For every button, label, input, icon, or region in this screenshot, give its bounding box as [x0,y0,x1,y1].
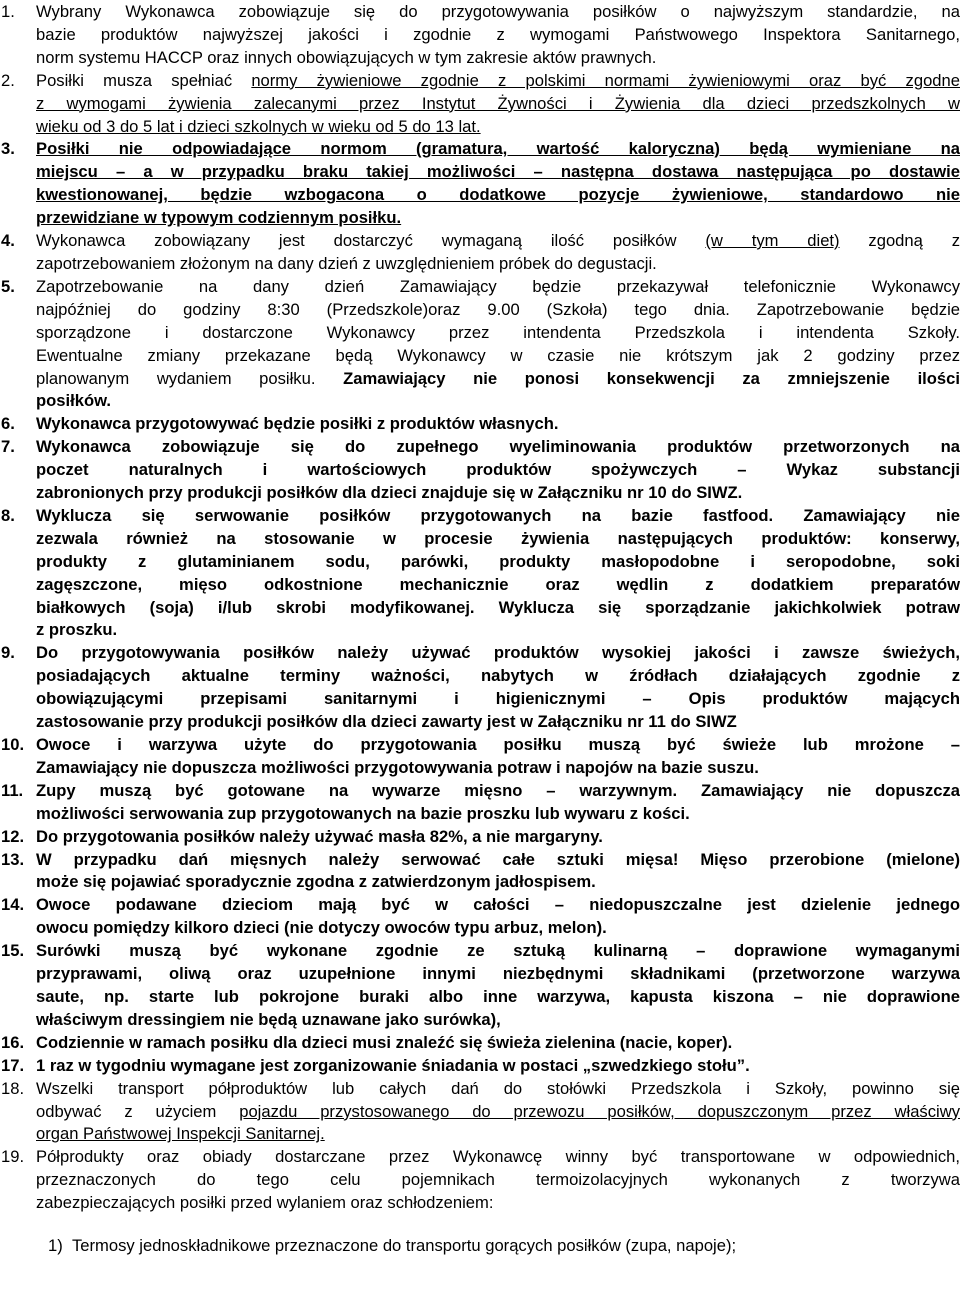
list-item [0,849,960,895]
list-item-line: zastosowanie przy produkcji posiłków dla dzieci zawarty jest w Załączniku nr 11 do SIWZ [36,712,737,732]
list-item-line: zabezpieczających posiłki przed wylaniem oraz schłodzeniem: [36,1193,494,1213]
list-item-line: Posiłki nie odpowiadające normom (gramatura, wartość kaloryczna) będą wymieniane na [36,139,960,159]
list-item [0,734,960,780]
list-item [0,1078,960,1147]
requirements-list [0,1,960,1215]
list-item-number: 5. [1,276,15,296]
list-item-line: bazie produktów najwyższej jakości i zgodnie z wymogami Państwowego Inspektora Sanitarnego, [36,24,960,44]
list-item [0,70,960,139]
list-item-number: 1. [1,2,15,21]
list-item-number: 16. [1,1032,25,1052]
list-item [0,642,960,734]
list-item-number: 3. [1,139,15,159]
list-item-number: 2. [1,70,15,90]
list-item [0,276,960,413]
list-item-line: Wyklucza się serwowanie posiłków przygotowanych na bazie fastfood. Zamawiający nie [36,505,960,525]
list-item-number: 11. [1,780,24,800]
list-item [0,436,960,505]
list-item-line: Wykonawca przygotowywać będzie posiłki z produktów własnych. [36,414,559,434]
list-item-line: Wybrany Wykonawca zobowiązuje się do przygotowywania posiłków o najwyższym standardzie, na [36,2,960,21]
list-item [0,1055,960,1078]
list-item-line: organ Państwowej Inspekcji Sanitarnej. [36,1124,325,1144]
list-item-number: 15. [1,941,25,961]
list-item-line: Do przygotowania posiłków należy używać masła 82%, a nie margaryny. [36,826,603,846]
emphasis-span: normy żywieniowe zgodnie z polskimi normami żywieniowymi oraz być zgodne [251,70,960,90]
list-item-line: planowanym wydaniem posiłku. Zamawiający nie ponosi konsekwencji za zmniejszenie ilości [36,368,960,388]
list-item [0,894,960,940]
list-item-line: obowiązującymi przepisami sanitarnymi i higienicznymi – Opis produktów mających [36,689,960,709]
list-item-line: białkowych (soja) i/lub skrobi modyfikowanej. Wyklucza się sporządzanie jakichkolwiek potraw [36,597,960,617]
list-item-line: możliwości serwowania zup przygotowanych na bazie proszku lub wywaru z kości. [36,803,690,823]
list-item-line: Zapotrzebowanie na dany dzień Zamawiający będzie przekazywał telefonicznie Wykonawcy [36,276,960,296]
list-item-line: saute, np. starte lub pokrojone buraki albo inne warzywa, kapusta kiszona – nie doprawione [36,986,960,1006]
list-item-line: 1 raz w tygodniu wymagane jest zorganizowanie śniadania w postaci „szwedzkiego stołu”. [36,1055,750,1075]
list-item-line: przeznaczonych do tego celu pojemnikach termoizolacyjnych wykonanych z tworzywa [36,1170,960,1190]
list-item-line: Półprodukty oraz obiady dostarczane przez Wykonawcę winny być transportowane w odpowiednich, [36,1147,960,1167]
list-item-line: najpóźniej do godziny 8:30 (Przedszkole)oraz 9.00 (Szkoła) tego dnia. Zapotrzebowanie będzie [36,299,960,319]
list-item-line: kwestionowanej, będzie wzbogacona o dodatkowe pozycje żywieniowe, standardowo nie [36,185,960,205]
list-item [0,505,960,642]
list-item-line: zabronionych przy produkcji posiłków dla dzieci znajduje się w Załączniku nr 10 do SIWZ. [36,483,743,503]
list-item-line: miejscu – a w przypadku braku takiej możliwości – następna dostawa następująca po dostawie [36,162,960,182]
list-item-line: norm systemu HACCP oraz innych obowiązujących w tym zakresie aktów prawnych. [36,47,657,67]
list-item-number: 6. [1,414,15,434]
list-item-line: Do przygotowywania posiłków należy używać produktów wysokiej jakości i zawsze świeżych, [36,643,960,663]
list-item-number: 4. [1,231,15,251]
list-item-number: 19. [1,1147,25,1167]
emphasis-span: (w tym diet) [705,231,840,251]
list-item [0,780,960,826]
list-item-line: posiłków. [36,391,111,411]
list-item [0,1032,960,1055]
list-item-line: może się pojawiać sporadycznie zgodna z zatwierdzonym jadłospisem. [36,872,596,892]
list-item-number: 13. [1,849,25,869]
list-item-line: sporządzone i dostarczone Wykonawcy przez intendenta Przedszkola i intendenta Szkoły. [36,322,960,342]
list-item-number: 12. [1,826,25,846]
list-item-line: W przypadku dań mięsnych należy serwować całe sztuki mięsa! Mięso przerobione (mielone) [36,849,960,869]
list-item-line: Surówki muszą być wykonane zgodnie ze sztuką kulinarną – doprawione wymaganymi [36,941,960,961]
emphasis-span: pojazdu przystosowanego do przewozu posiłków, dopuszczonym przez właściwy [239,1101,960,1121]
list-item-line: Wszelki transport półproduktów lub całych dań do stołówki Przedszkola i Szkoły, powinno się [36,1078,960,1098]
list-item-number: 10. [1,735,25,754]
list-item-number: 8. [1,505,15,525]
list-item-line: przewidziane w typowym codziennym posiłku. [36,208,402,228]
list-item-line: poczet naturalnych i wartościowych produktów spożywczych – Wykaz substancji [36,460,960,480]
list-item-line: zagęszczone, mięso odkostnione mechanicznie oraz wędlin z dodatkiem preparatów [36,574,960,594]
list-item-line: Zamawiający nie dopuszcza możliwości przygotowywania potraw i napojów na bazie suszu. [36,757,759,777]
list-item-line: Wykonawca zobowiązany jest dostarczyć wymaganą ilość posiłków (w tym diet) zgodną z [36,231,960,251]
list-item-line: produkty z glutaminianem sodu, parówki, produkty masłopodobne i seropodobne, soki [36,551,960,571]
list-item-line: Zupy muszą być gotowane na wywarze mięsno – warzywnym. Zamawiający nie dopuszcza [36,780,960,800]
list-item [0,1,960,70]
list-item [0,826,960,849]
list-item-line: przyprawami, oliwą oraz uzupełnione innymi niezbędnymi składnikami (przetworzone warzywa [36,964,960,984]
sub-list-text: Termosy jednoskładnikowe przeznaczone do transportu gorących posiłków (zupa, napoje); [72,1236,737,1256]
list-item-line: Ewentualne zmiany przekazane będą Wykonawcy w czasie nie krótszym jak 2 godziny przez [36,345,960,365]
list-item-line: Codziennie w ramach posiłku dla dzieci musi znaleźć się świeża zielenina (nacie, koper). [36,1032,733,1052]
list-item-line: zapotrzebowaniem złożonym na dany dzień z uwzględnieniem próbek do degustacji. [36,253,657,273]
sub-list-number: 1) [48,1236,63,1256]
list-item [0,940,960,1032]
list-item [0,138,960,230]
list-item-number: 17. [1,1055,25,1075]
list-item-line: z wymogami żywienia zalecanymi przez Instytut Żywności i Żywienia dla dzieci przedszkolnych w [36,93,960,113]
list-item-line: Wykonawca zobowiązuje się do zupełnego wyeliminowania produktów przetworzonych na [36,437,960,457]
list-item-line: odbywać z użyciem pojazdu przystosowanego do przewozu posiłków, dopuszczonym przez właściwy [36,1101,960,1121]
list-item-line: posiadających aktualne terminy ważności, nabytych w źródłach działających zgodnie z [36,666,960,686]
sub-list-item [0,1235,960,1258]
list-item [0,230,960,276]
list-item-number: 9. [1,643,15,663]
list-item-line: zezwala również na stosowanie w procesie żywienia następujących produktów: konserwy, [36,528,960,548]
list-item-line: Posiłki musza spełniać normy żywieniowe zgodnie z polskimi normami żywieniowymi oraz być zgodne [36,70,960,90]
list-item-number: 7. [1,437,15,457]
list-item [0,413,960,436]
list-item-line: owocu pomiędzy kilkoro dzieci (nie dotyczy owoców typu arbuz, melon). [36,918,607,938]
list-item-line: Owoce i warzywa użyte do przygotowania posiłku muszą być świeże lub mrożone – [36,735,960,754]
list-item-line: właściwym dressingiem nie będą uznawane jako surówka), [36,1009,501,1029]
list-item-line: wieku od 3 do 5 lat i dzieci szkolnych w wieku od 5 do 13 lat. [36,116,481,136]
list-item-number: 14. [1,895,25,915]
emphasis-span: Zamawiający nie ponosi konsekwencji za zmniejszenie ilości [343,368,960,388]
list-item [0,1146,960,1215]
list-item-line: Owoce podawane dzieciom mają być w całości – niedopuszczalne jest dzielenie jednego [36,895,960,915]
list-item-line: z proszku. [36,620,118,640]
list-item-number: 18. [1,1078,25,1098]
